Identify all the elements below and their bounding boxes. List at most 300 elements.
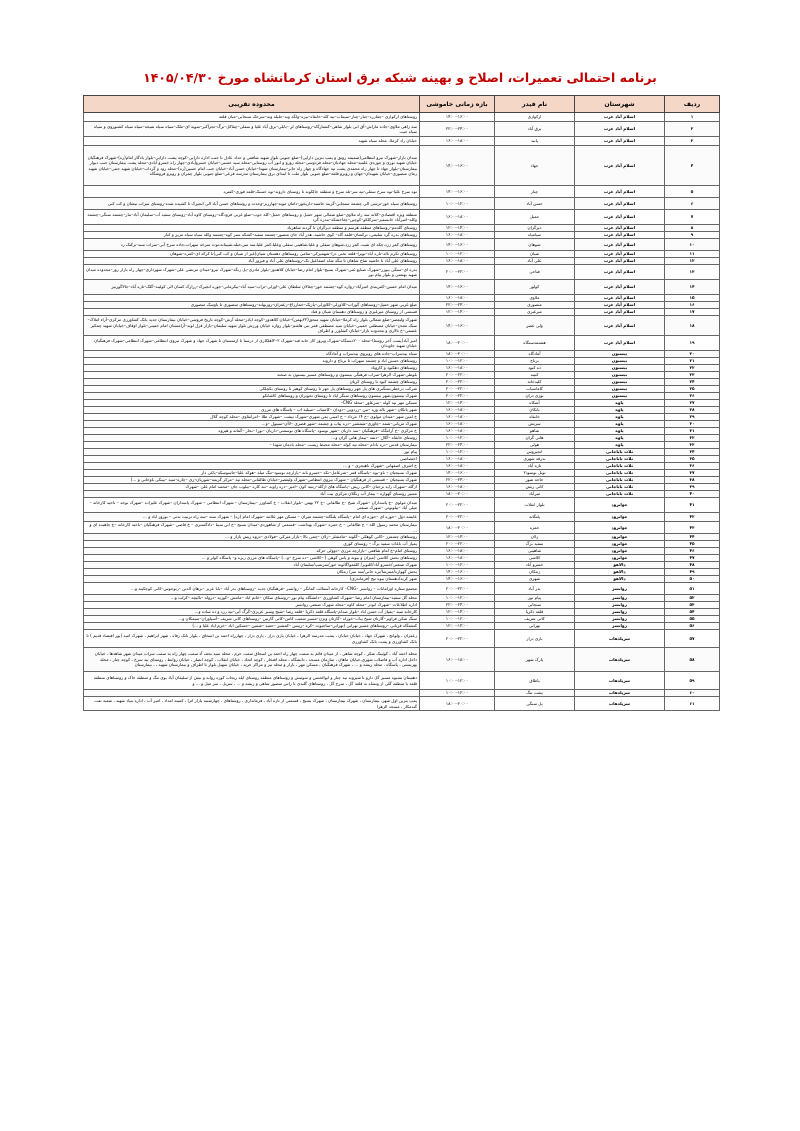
feeder-cell: بلوار انقلاب [495, 498, 575, 513]
city-cell: اسلام آباد غرب [575, 232, 665, 239]
time-cell: ۱۶:۰۰-۱۸:۰۰ [420, 463, 495, 470]
table-row [84, 137, 720, 146]
row-number-cell: ۵۲ [665, 595, 720, 602]
row-number-cell: ۳۲ [665, 435, 720, 442]
row-number-cell: ۲۴ [665, 379, 720, 386]
time-cell: ۱۴:۰۰-۱۶:۰۰ [420, 239, 495, 251]
city-cell: اسلام آباد غرب [575, 302, 665, 309]
row-number-cell: ۴۸ [665, 562, 720, 569]
city-cell: اسلام آباد غرب [575, 316, 665, 336]
table-row [84, 602, 720, 609]
feeder-cell: زلان [495, 534, 575, 541]
table-row [84, 470, 720, 477]
time-cell: ۱۶:۰۰-۱۸:۰۰ [420, 428, 495, 435]
table-row [84, 295, 720, 302]
area-cell: بیمارستان قدس –دره بادام –محله تپه کوله –محله محیط زیست –محله یادمان شهدا – [84, 442, 420, 449]
area-cell: شهرک بسیجیان – ناو–بوه –پاسگاه قمر –شرعامل–نکه –خسرو بانه –بازارچه نوسود–تنگ میله –هوکه علیا–جاسوسکه–باغی دار [84, 470, 420, 477]
table-row [84, 146, 720, 186]
area-cell: کنشتگاه قربانی –روستاهای مسیر نهرابی (نهرابی–ساجیوت –کره –ریبس –کمشیر –حمید –شمین –حسکین اباد –خرم اباد علیا و ...) [84, 623, 420, 630]
feeder-cell: شاهو [495, 428, 575, 435]
city-cell: پاوه [575, 428, 665, 435]
row-number-cell: ۱۱ [665, 251, 720, 258]
time-cell: ۱۲:۰۰-۱۴:۰۰ [420, 400, 495, 407]
table-row [84, 484, 720, 491]
time-cell: ۱۰:۰۰-۱۲:۰۰ [420, 595, 495, 602]
feeder-cell: بازی دراز [495, 630, 575, 648]
row-number-cell: ۳۹ [665, 484, 720, 491]
time-cell: ۱۸:۰۰-۲۰:۰۰ [420, 336, 495, 351]
table-row [84, 407, 720, 414]
feeder-cell: ولی عصر [495, 316, 575, 336]
row-number-cell: ۵۶ [665, 623, 720, 630]
time-cell: ۲۰:۰۰-۲۲:۰۰ [420, 498, 495, 513]
table-row [84, 113, 720, 122]
area-cell: روستاهای بدره گرد سلیمی، ترکمنان–قلعه گاه– کوی حاشیه، هدر آباد خان منصور–چشمه سفید–کشکه سبز کوه–چشمه وکله سیاه سیاه مزیر و کنار [84, 232, 420, 239]
table-row [84, 576, 720, 583]
time-cell: ۲۰:۰۰-۲۲:۰۰ [420, 630, 495, 648]
time-cell: ۱۰:۰۰-۱۲:۰۰ [420, 449, 495, 456]
city-cell: بیستون [575, 386, 665, 393]
city-cell: جوانرود [575, 541, 665, 548]
row-number-cell: ۲۹ [665, 414, 720, 421]
time-cell: ۱۰:۰۰-۱۲:۰۰ [420, 562, 495, 569]
area-cell: روستاهای سیاه خور-ترسی الی چشمه سنجابی-گزینه حاشیه-دازیخور-دامان موبه-چهارزبر-وحدت و روستاهای حسن آباد الی انجیرک تا کشیده شده-روستای سراب نیشان و کت کنی [84, 198, 420, 210]
city-cell: اسلام آباد غرب [575, 122, 665, 137]
feeder-cell: میرآباد [495, 491, 575, 498]
row-number-cell: ۲۷ [665, 400, 720, 407]
feeder-cell: بدرقه شهری [495, 456, 575, 463]
table-row [84, 522, 720, 534]
row-number-cell: ۵۳ [665, 602, 720, 609]
table-row [84, 616, 720, 623]
feeder-cell: پاطاق [495, 672, 575, 690]
row-number-cell: ۴۶ [665, 548, 720, 555]
area-cell: بیمارستان محمد رسول الله – خ طالقانی – خ حمزه –شهرک بهداشت –قسمتی از شاهوردی–میدان بسیج –خ ابن سینا –دادگستری – خ قاضی –شهرک فرهنگیان –ناحیه کارخانه –خ چاهیده ای و ... [84, 522, 420, 534]
area-cell: روستاهای تکرم ناله–تازه آباد–نوبرا–قلعه تختی درا–شهمیرکی–تمامی روستاهای دهستان شیان(غیر از شیان و کت کنی)تا کرکه ای–کمره–شوهان [84, 251, 420, 258]
row-number-cell: ۱۸ [665, 316, 720, 336]
time-cell: ۲۰:۰۰-۲۲:۰۰ [420, 379, 495, 386]
feeder-cell: آشکاه [495, 400, 575, 407]
feeder-cell: سرتش [495, 421, 575, 428]
area-cell: منطقه ویژه اقتصادی–کلانه سه راه ملاوی–ضلع شمالی شهر حمیل و روستاهای حمیل–کله جوب–ضلع غربی فرودگاه–روستای کاوه آباد–روستای سفید آب–سلیمان آباد–بنار–چشمه سنگی–چشمه وکله–امیرآباد خانسفیر–سرکلکو–کوچین–چغاخشکه–بندره گرد [84, 210, 420, 225]
table-row [84, 351, 720, 358]
feeder-cell: علی آباد [495, 258, 575, 265]
area-cell: شرکت درخطر،سنگبری های پل جهر روستاهای پل جهر تا روستای کوهیر تا روستای بکچلکی [84, 386, 420, 393]
city-cell: پاوه [575, 414, 665, 421]
time-cell: ۱۶:۰۰-۱۸:۰۰ [420, 421, 495, 428]
row-number-cell: ۵۷ [665, 630, 720, 648]
feeder-cell: فتاحی [495, 265, 575, 280]
time-cell: ۱۶:۰۰-۱۸:۰۰ [420, 648, 495, 672]
table-row [84, 302, 720, 309]
city-cell: پاوه [575, 421, 665, 428]
city-cell: ثلاث باباجانی [575, 470, 665, 477]
city-cell: پاوه [575, 435, 665, 442]
feeder-cell: ارکوازی [495, 113, 575, 122]
feeder-cell: پانید [495, 137, 575, 146]
time-cell: ۱۲:۰۰-۱۴:۰۰ [420, 309, 495, 316]
row-number-cell: ۳۳ [665, 442, 720, 449]
city-cell: دالاهو [575, 562, 665, 569]
time-cell: ۱۰:۰۰-۱۲:۰۰ [420, 672, 495, 690]
header-feeder: نام فیدر [495, 96, 575, 113]
time-cell: ۱۶:۰۰-۱۸:۰۰ [420, 258, 495, 265]
city-cell: روانسر [575, 602, 665, 609]
city-cell: اسلام آباد غرب [575, 258, 665, 265]
row-number-cell: ۵۹ [665, 672, 720, 690]
row-number-cell: ۳۷ [665, 470, 720, 477]
area-cell: مسکن مهر تپه کوله –سرعاور –محله CNG– [84, 400, 420, 407]
feeder-cell: چنار [495, 186, 575, 198]
table-row [84, 251, 720, 258]
time-cell: ۱۰:۰۰-۱۲:۰۰ [420, 358, 495, 365]
time-cell: ۱۰:۰۰-۱۲:۰۰ [420, 690, 495, 697]
row-number-cell: ۴۲ [665, 513, 720, 522]
city-cell: ثلاث باباجانی [575, 484, 665, 491]
area-cell: روستاهای چشمرز –کانی کوهکی –گلونه –مامشلر –زلان –چمی بالا –بازار مبرکی –فولادی –دروه ریش بازار و ... [84, 534, 420, 541]
row-number-cell: ۵۸ [665, 648, 720, 672]
table-row [84, 393, 720, 400]
city-cell: ثلاث باباجانی [575, 477, 665, 484]
time-cell: ۱۴:۰۰-۱۶:۰۰ [420, 576, 495, 583]
table-row [84, 463, 720, 470]
row-number-cell: ۴۱ [665, 498, 720, 513]
area-cell: شهر کرند/دهستان بیوه نیج (فرماندری) [84, 576, 420, 583]
time-cell: ۱۲:۰۰-۱۴:۰۰ [420, 534, 495, 541]
city-cell: سرپلذهاب [575, 648, 665, 672]
row-number-cell: ۳۰ [665, 421, 720, 428]
table-row [84, 435, 720, 442]
table-row [84, 672, 720, 690]
area-cell: خ مرکزی –خ آرامگاه –فرهنگیان –سد داریان –شهر نوسود –پاسگاه های نوسشی–داریان –نورا –نجار –گمانه و هیروه [84, 428, 420, 435]
city-cell: اسلام آباد غرب [575, 265, 665, 280]
table-row [84, 513, 720, 522]
row-number-cell: ۱۰ [665, 239, 720, 251]
city-cell: اسلام آباد غرب [575, 146, 665, 186]
city-cell: سرپلذهاب [575, 630, 665, 648]
row-number-cell: ۵ [665, 186, 720, 198]
table-row [84, 225, 720, 232]
area-cell: ضلع غربی شهر حمیل–روستاهای گوراب–کلاوزلی–کلاوزلی–پاریک–خمارزاغ–زعفران–روزبهانه–روستاهای منصوری تا باوسک منصوری [84, 302, 420, 309]
row-number-cell: ۱۳ [665, 265, 720, 280]
area-cell: سنگ شکن قراویز–گارتان شیخ بیاب–خوزاه –گارتان ویژن–مسیر شعیب کامن–کانی گارتین –روستاهای کانی شریف –آسیاوران–سیمکان و... [84, 616, 420, 623]
time-cell: ۱۶:۰۰-۱۸:۰۰ [420, 137, 495, 146]
table-row [84, 122, 720, 137]
city-cell: سرپلذهاب [575, 672, 665, 690]
time-cell: ۲۰:۰۰-۲۲:۰۰ [420, 265, 495, 280]
area-cell: دهستان بشیوه مسیر گل دارو تا شیروند تپه چنار و ابوالحسن و سوئیش و روستاهای منطقه روستای ایله ریجاب کوزه روانه و نیش از سلیمان آباد بوی تنگ و منطقه خاک و روستاهای منطقه قلعه یا منطقه گلی از ونشاه به قلعه گل ، سرخ گل ، روستاهای گلندی تا راس منصور شاهی و ریشه و ... ، سرپل ، سر میل و ... و [84, 672, 420, 690]
area-cell: بدره ای–سنگی بیوزر–شهرک صنایع غنی–شهرک بسیج–بلوار امام رضا–خیابان کلاهدوز–بلوار مادری–پل زنگه–شهرک نیرو–میدان مرتضی علی–شهرک شهرداری–چهار راه بازار روز–محدوده میدان شهید بهشتی و بلوار پیام نور [84, 265, 420, 280]
city-cell: دالاهو [575, 576, 665, 583]
city-cell: اسلام آباد غرب [575, 186, 665, 198]
city-cell: بیستون [575, 365, 665, 372]
city-cell: پاوه [575, 407, 665, 414]
feeder-cell: هولی [495, 442, 575, 449]
area-cell: امیر آباد(پست آخر روستا)–محله ۲۰۰دستگاه–شهرک ویروز کاز خانه قبد–شهرک ۲–۲اهلکاری از درستا تا ارمنستان تا شهرک جهاد و شهرک تیروی انتظامی–شهرک انتظامی–شهرک فرهنگیان خیابان شهید جاویدان [84, 336, 420, 351]
table-row [84, 569, 720, 576]
table-row [84, 186, 720, 198]
time-cell: ۱۶:۰۰-۱۸:۰۰ [420, 414, 495, 421]
time-cell: ۱۴:۰۰-۱۶:۰۰ [420, 316, 495, 336]
table-body [84, 113, 720, 711]
table-row [84, 595, 720, 602]
row-number-cell: ۱۷ [665, 309, 720, 316]
document-title: برنامه احتمالی تعمیرات، اصلاح و بهینه شبکه برق استان کرمانشاه مورخ ۱۴۰۵/۰۴/۳۰ [143, 70, 657, 85]
feeder-cell: ده کبود [495, 365, 575, 372]
row-number-cell: ۳۶ [665, 463, 720, 470]
area-cell: بلوطی-شهرک الزهرا-سراب فرهنگی بیستون و روستاهای مسیر بیستون به صحنه [84, 372, 420, 379]
area-cell: روستاهای علی آباد تا حاشیه شاخ شاهان تا تنگه شاه اسماعیل تک–روستاهای علی آباد و فیروز آباد [84, 258, 420, 265]
feeder-cell: پیام نور [495, 595, 575, 602]
city-cell: اسلام آباد غرب [575, 113, 665, 122]
row-number-cell: ۴۹ [665, 569, 720, 576]
table-row [84, 498, 720, 513]
feeder-cell: حاجه شور [495, 477, 575, 484]
time-cell: ۱۰:۰۰-۱۲:۰۰ [420, 251, 495, 258]
table-row [84, 336, 720, 351]
time-cell: ۲۰:۰۰-۲۲:۰۰ [420, 513, 495, 522]
feeder-cell: نهرابی [495, 623, 575, 630]
row-number-cell: ۱ [665, 113, 720, 122]
area-cell: شهرک ولیعصر–ضلع شمالی بلوار راه کرملا–خیابان شهید متحق(۲۲بهمن)–خیابان کلاهدوز–کوچه اباذر–محله آرش–کوچه تاریخ فروشی–خیابان بیمارستان جدید بانک کشاورزی مرکزی–آراء املاک–سبک معدن–خیابان مصطفی خمینی–خیابان سید مصطفی قمر بنی هاشم–بلوار رواره خیابان ورزش بلوار شهید سلیمان–بازار قزل لوند–آرامستان امام خمینی–بلوار اوقاف–خیابان شهید چمکیر عصمی–خ تالاری و محدوده بازار–خیابان کشاورز و اطراف [84, 316, 420, 336]
feeder-cell: هانی گران [495, 435, 575, 442]
row-number-cell: ۹ [665, 232, 720, 239]
time-cell: ۱۰:۰۰-۱۲:۰۰ [420, 435, 495, 442]
area-cell: روستای امام–خ امام شافعی –بازارچه مرزی –دوولی حرکه [84, 548, 420, 555]
table-row [84, 449, 720, 456]
area-cell: شهرک بیستون،شهر بیستون روستاهای سنگر اباد تا روستای نجوبران و روستاهای کاشانکو [84, 393, 420, 400]
row-number-cell: ۱۹ [665, 336, 720, 351]
time-cell: ۱۶:۰۰-۱۸:۰۰ [420, 407, 495, 414]
time-cell: ۱۴:۰۰-۱۶:۰۰ [420, 470, 495, 477]
table-row [84, 365, 720, 372]
table-row [84, 609, 720, 616]
row-number-cell: ۲۶ [665, 393, 720, 400]
table-row [84, 265, 720, 280]
feeder-cell: دیزگران [495, 225, 575, 232]
table-row [84, 541, 720, 548]
city-cell: روانسر [575, 583, 665, 595]
city-cell: جوانرود [575, 522, 665, 534]
row-number-cell: ۸ [665, 225, 720, 232]
row-number-cell: ۳ [665, 137, 720, 146]
table-row [84, 198, 720, 210]
row-number-cell: ۳۱ [665, 428, 720, 435]
area-cell: روستاهای دهکبود و کاروباد [84, 365, 420, 372]
feeder-cell: سیامیاه [495, 232, 575, 239]
table-row [84, 583, 720, 595]
feeder-cell: برناج [495, 358, 575, 365]
feeder-cell: کانی ریش [495, 484, 575, 491]
city-cell: ثلاث باباجانی [575, 456, 665, 463]
city-cell: روانسر [575, 623, 665, 630]
table-row [84, 386, 720, 393]
row-number-cell: ۲۸ [665, 407, 720, 414]
time-cell: ۲۲:۰۰-۲۴:۰۰ [420, 122, 495, 137]
feeder-cell: کلیدخانه [495, 379, 575, 386]
time-cell: ۱۴:۰۰-۱۶:۰۰ [420, 146, 495, 186]
time-cell: ۲۲:۰۰-۲۴:۰۰ [420, 442, 495, 449]
row-number-cell: ۴۰ [665, 491, 720, 498]
table-row [84, 358, 720, 365]
table-row [84, 309, 720, 316]
area-cell: زعفران ، ولوانچ ، شهرک جهاد ، خیابان خیابان ، پشت مدرسه الزهرا ، خیابان بازی دراز ، بازی دراز ، چهارراه احمد بن اسحاق ، بلوار بانک رفاه ، شهر ابراهیم ، شهرک امید (پور اقتصاد قدیم ) تا بانک کشاورزی و پشت بانک کشاورزی [84, 630, 420, 648]
city-cell: اسلام آباد غرب [575, 198, 665, 210]
row-number-cell: ۲۳ [665, 372, 720, 379]
time-cell: ۱۸:۰۰-۲۰:۰۰ [420, 351, 495, 358]
city-cell: اسلام آباد غرب [575, 137, 665, 146]
table-row [84, 414, 720, 421]
area-cell: روستای خانقاه –گلال –دشه –بیماز هانی گران و... [84, 435, 420, 442]
city-cell: اسلام آباد غرب [575, 225, 665, 232]
feeder-cell: تازه آباد [495, 463, 575, 470]
area-cell: ازگله –شهرک زاید نرجبان –کانی ریش –پاسگاه های ازگله–زنتیه کون –امیر –دره زاویه –تنه کاره –بیلوب جان –محمد امام علی –شهرک [84, 484, 420, 491]
header-area: محدوده تقریبی [84, 96, 420, 113]
time-cell: ۱۶:۰۰-۱۸:۰۰ [420, 456, 495, 463]
area-cell: میدان مولوی –خ پاسداران –شهرک شیخ –خ طالقانی –خ ۲۲ بهمن –بلوار انقلاب – خ کشاورز –بیمارستان – شهرک انتظامی – شهرک پاسداران –شهرک علیزاده –شهرک نوجه – ناحیه کارخانه – میلی آباد –بیلوتوتی –شهرک صنعتی [84, 498, 420, 513]
city-cell: جوانرود [575, 548, 665, 555]
time-cell: ۱۰:۰۰-۱۲:۰۰ [420, 198, 495, 210]
feeder-cell: حمیل [495, 210, 575, 225]
city-cell: اسلام آباد غرب [575, 336, 665, 351]
city-cell: اسلام آباد غرب [575, 295, 665, 302]
area-cell: محله گل سفید–بیمارستان امام رضا –شهرک کشاورزی –دانشگاه پیام نور –روستای سکان –خانم اباد –مامش –کوزیه –دروله –بالیچه –کرلب و... [84, 595, 420, 602]
row-number-cell: ۴۵ [665, 541, 720, 548]
area-cell: پمپاژ آب باغات سفید برگ – روستای کوری [84, 541, 420, 548]
area-cell: عایشه دول –حوزه ای –حوزه ای امام –پاسگاه پلنگانه–چشمه میران – مسکن مهر علائیه –شهرک امام (ره) – شهرک سنه –سه راه تربیت بدنی – نوروز اباد و ... [84, 513, 420, 522]
table-row [84, 534, 720, 541]
row-number-cell: ۵۵ [665, 616, 720, 623]
table-row [84, 316, 720, 336]
city-cell: بیستون [575, 393, 665, 400]
table-row [84, 379, 720, 386]
feeder-cell: شوهان [495, 239, 575, 251]
area-cell: قسمتی از روستای میرغیری و روستاهای دهستان شیان و قباد [84, 309, 420, 316]
row-number-cell: ۴ [665, 146, 720, 186]
time-cell: ۱۴:۰۰-۱۶:۰۰ [420, 113, 495, 122]
time-cell: ۱۶:۰۰-۱۸:۰۰ [420, 295, 495, 302]
area-cell: اختصاصی [84, 456, 420, 463]
feeder-cell: پارک شهر [495, 648, 575, 672]
feeder-cell: کتیبه [495, 372, 575, 379]
time-cell: ۱۶:۰۰-۱۸:۰۰ [420, 210, 495, 225]
table-row [84, 400, 720, 407]
time-cell: ۱۴:۰۰-۱۶:۰۰ [420, 280, 495, 295]
area-cell: روستای گلدمم–روستاهای منطقه هرسم و منطقه دیزگران تا گردنه شاهزیاد [84, 225, 420, 232]
row-number-cell: ۴۷ [665, 555, 720, 562]
area-cell: پیام نور [84, 449, 420, 456]
area-cell: خیابان زاد کرملا، محله سیاه شهید [84, 137, 420, 146]
city-cell: بیستون [575, 358, 665, 365]
feeder-cell: پلنگانه [495, 513, 575, 522]
table-row [84, 648, 720, 672]
feeder-cell: خسرو آباد [495, 562, 575, 569]
table-row [84, 562, 720, 569]
feeder-cell: بانکان [495, 407, 575, 414]
table-header-row [84, 96, 720, 113]
time-cell: ۱۲:۰۰-۱۴:۰۰ [420, 609, 495, 616]
header-row-number: ردیف [665, 96, 720, 113]
area-cell: روستاهای حسین اباد و چشمه سهراب تا برناج و داروند [84, 358, 420, 365]
row-number-cell: ۱۵ [665, 295, 720, 302]
city-cell: اسلام آباد غرب [575, 251, 665, 258]
feeder-cell: سفید برگ [495, 541, 575, 548]
city-cell: جوانرود [575, 498, 665, 513]
area-cell: میدان امام حسین–کمربندی امیرآباد–زواره کوه–چشمه خور–چغالان سلطان علی–اوزلی–تراب–سید آباد–بیکرمانی–جوزه انجیرک–زرارک کسان الی کولیند–گلک–تازه آباد–جالاگوربیر [84, 280, 420, 295]
area-cell: پمپ بنزین اول شهر، بیمارستان ، شهرک بیمارستان ، شهرک بسیج ، قسمتی از تازه آباد ، فرمانداری ، روستاهای ، چهارشنبه بازار اترا ، کمیته امداد ، امیر آب ، اداره بنیاد شهید ، شعبه نفت گندمکار ، مسجد الزهرا [84, 697, 420, 711]
area-cell [84, 690, 420, 697]
time-cell: ۲۲:۰۰-۲۴:۰۰ [420, 477, 495, 484]
feeder-cell: میرغیری [495, 309, 575, 316]
time-cell: ۱۸:۰۰-۲۰:۰۰ [420, 491, 495, 498]
table-row [84, 491, 720, 498]
table-row [84, 477, 720, 484]
city-cell: روانسر [575, 609, 665, 616]
table-row [84, 697, 720, 711]
city-cell: سرپلذهاب [575, 690, 665, 697]
table-row [84, 258, 720, 265]
table-row [84, 456, 720, 463]
area-cell: روستاهای کمر زرد،چکه ای شیت کمر زرد،شوهان سفلی و علیا،شاهینی سفلی وعلیا،کمر علیا،سه سر،خیله،شبینانه،توت سرخه سهراب،جاده سرخ آبی–سراب سبد-برکتک رد [84, 239, 420, 251]
feeder-cell: ملاوی [495, 295, 575, 302]
feeder-cell: انجیروس [495, 449, 575, 456]
header-city: شهرستان [575, 96, 665, 113]
city-cell: اسلام آباد غرب [575, 280, 665, 295]
time-cell: ۲۰:۰۰-۲۲:۰۰ [420, 393, 495, 400]
city-cell: اسلام آباد غرب [575, 309, 665, 316]
row-number-cell: ۵۴ [665, 609, 720, 616]
time-cell: ۱۸:۰۰-۲۰:۰۰ [420, 522, 495, 534]
area-cell: مسیر روستای گهواره – بیماز آب زنگلان مرکزی بیت آباد [84, 491, 420, 498]
city-cell: روانسر [575, 595, 665, 602]
feeder-cell: شیان [495, 251, 575, 258]
city-cell: دالاهو [575, 569, 665, 576]
table-row [84, 239, 720, 251]
city-cell: پاوه [575, 442, 665, 449]
table-row [84, 555, 720, 562]
time-cell: ۱۸:۰۰-۲۰:۰۰ [420, 697, 495, 711]
area-cell: توه سرخ علیا-توه سرخ سفلی-تپه سر-تله سرخ و منطقه جالکوند تا روستای داروند-توه خسنک-قلعه قوزی–کفتره [84, 186, 420, 198]
feeder-cell: پشت تنگ [495, 690, 575, 697]
feeder-cell: پل سنگی [495, 697, 575, 711]
feeder-cell: زمکان [495, 569, 575, 576]
time-cell: ۱۶:۰۰-۱۸:۰۰ [420, 484, 495, 491]
row-number-cell: ۷ [665, 210, 720, 225]
row-number-cell: ۲ [665, 122, 720, 137]
area-cell [84, 295, 420, 302]
row-number-cell: ۳۸ [665, 477, 720, 484]
feeder-cell: تونل نوسود۲ [495, 470, 575, 477]
table-row [84, 232, 720, 239]
area-cell: میدان بازار–شهرک نیرو انتظامی(ضمیمه رونق و پمپ بنزین دارایی)–ضلع جنوبی بلوار شهید شافعی و حداد عادل تا جنب اداره دارایی–کوچه پشت دارایی–بلوار یادگار امام(ره)–شهرک فرهنگیان خیابان شهید نوری و حوزه‌ی علمیه–محله جهادیان–محله فردوسی–محله زورو و انور آب روستایی–محله سید حسنی–خیابان خسروآبادی–چهار راه خسرو آبادی–محله پشت بیمارستان جنب دیوار بیمارستان–بلوار جهاد تا چهار راه محمدی پشت تپه جهادگاه و چهار راه جابر–بیمارستان شهدا–خیابان حسن آباد–خیابان جنب امام حسین(ره)–محله رود و گرداب–خیابان شهید جنتی–خیابان شهید زمان منصوری–خیابان شهیدان–جهان و روبرو قلعه–ضلع جنوبی بلوار ملت تا ابتدای برق بیمارستان مدرسه فرعی–ضلع جنوبی بلوار چمران و روبرو فروشگاه [84, 146, 420, 186]
city-cell: بیستون [575, 372, 665, 379]
time-cell: ۲۲:۰۰-۲۴:۰۰ [420, 302, 495, 309]
feeder-cell: خانقاه [495, 414, 575, 421]
time-cell: ۱۴:۰۰-۱۶:۰۰ [420, 186, 495, 198]
row-number-cell: ۳۴ [665, 449, 720, 456]
row-number-cell: ۱۲ [665, 258, 720, 265]
area-cell: روستاهای ارکوازی –چقازرد–جبار–چنار–سیماب–تپه کله–خانقاه–نیزه–ولگه ونه–جلبله ونه–سرخک سنجابی–میان قلعه [84, 113, 420, 122]
schedule-table [83, 95, 720, 711]
time-cell: ۲۰:۰۰-۲۲:۰۰ [420, 386, 495, 393]
row-number-cell: ۴۳ [665, 522, 720, 534]
table-row [84, 630, 720, 648]
city-cell: ثلاث باباجانی [575, 491, 665, 498]
feeder-cell: کاماسیاب [495, 386, 575, 393]
feeder-cell: آمادگاه [495, 351, 575, 358]
feeder-cell: بدر آباد [495, 583, 575, 595]
header-time: بازه زمانی خاموشی [420, 96, 495, 113]
